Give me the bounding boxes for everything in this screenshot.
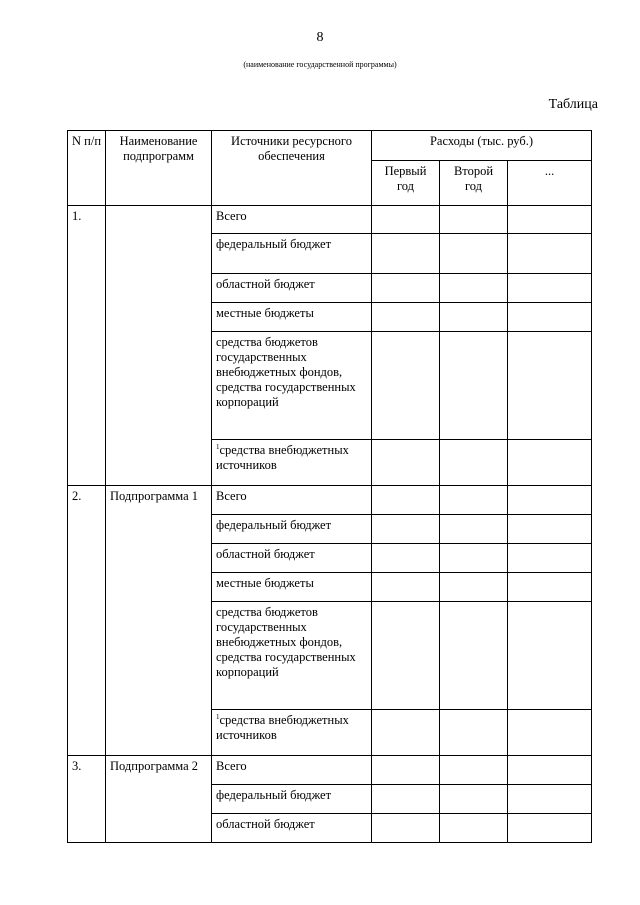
- resource-source-label: средства бюджетов государственных внебюджетных фондов, средства государственных корпораций: [216, 335, 356, 409]
- resource-source-label: федеральный бюджет: [216, 237, 332, 251]
- expense-year-second: [440, 303, 508, 332]
- expense-year-more: [508, 544, 592, 573]
- resource-source-label: федеральный бюджет: [216, 518, 332, 532]
- header-num: N п/п: [68, 131, 106, 206]
- header-subprogram-name: Наименование подпрограмм: [106, 131, 212, 206]
- expense-year-more: [508, 710, 592, 756]
- expense-year-more: [508, 274, 592, 303]
- header-resource-source: Источники ресурсного обеспечения: [212, 131, 372, 206]
- resource-source-cell: [212, 515, 372, 544]
- resource-source-label: областной бюджет: [216, 817, 315, 831]
- expense-year-second: [440, 785, 508, 814]
- expense-year-more: [508, 814, 592, 843]
- expense-year-second: [440, 814, 508, 843]
- resource-source-cell: [212, 486, 372, 515]
- resource-source-cell: [212, 332, 372, 440]
- resource-source-label: Всего: [216, 209, 247, 223]
- expense-year-first: [372, 274, 440, 303]
- resource-source-cell: [212, 440, 372, 486]
- resource-source-label: областной бюджет: [216, 547, 315, 561]
- row-number: 3.: [68, 756, 106, 843]
- expense-year-more: [508, 440, 592, 486]
- expense-year-second: [440, 234, 508, 274]
- header-year-second: Второй год: [440, 161, 508, 206]
- program-name-caption: (наименование государственной программы): [243, 60, 397, 69]
- resource-source-label: Всего: [216, 489, 247, 503]
- table-row: [68, 486, 592, 515]
- resource-source-cell: [212, 710, 372, 756]
- expense-year-first: [372, 515, 440, 544]
- resource-source-cell: [212, 756, 372, 785]
- resource-source-label: областной бюджет: [216, 277, 315, 291]
- footnote-mark: 1: [216, 442, 220, 451]
- resource-source-label: местные бюджеты: [216, 306, 314, 320]
- resource-source-cell: [212, 303, 372, 332]
- expense-year-first: [372, 234, 440, 274]
- expense-year-first: [372, 573, 440, 602]
- expense-year-more: [508, 206, 592, 234]
- expense-year-second: [440, 573, 508, 602]
- expense-year-more: [508, 785, 592, 814]
- subprogram-name: [106, 206, 212, 486]
- header-expenses: Расходы (тыс. руб.): [372, 131, 592, 161]
- expense-year-second: [440, 756, 508, 785]
- resource-source-cell: [212, 573, 372, 602]
- expense-year-first: [372, 440, 440, 486]
- resource-source-label: местные бюджеты: [216, 576, 314, 590]
- resource-source-label: средства внебюджетных источников: [216, 443, 349, 472]
- expense-year-second: [440, 206, 508, 234]
- resource-source-cell: [212, 234, 372, 274]
- expense-year-first: [372, 756, 440, 785]
- resource-source-cell: [212, 274, 372, 303]
- resource-source-cell: [212, 814, 372, 843]
- expense-year-second: [440, 486, 508, 515]
- expense-year-second: [440, 274, 508, 303]
- resource-source-cell: [212, 206, 372, 234]
- header-year-more: ...: [508, 161, 592, 206]
- expense-year-second: [440, 440, 508, 486]
- resource-source-cell: [212, 785, 372, 814]
- expense-year-second: [440, 332, 508, 440]
- expense-year-more: [508, 573, 592, 602]
- expense-year-first: [372, 602, 440, 710]
- expense-year-more: [508, 515, 592, 544]
- resource-source-label: Всего: [216, 759, 247, 773]
- resource-source-label: федеральный бюджет: [216, 788, 332, 802]
- table-caption: Таблица: [548, 97, 598, 112]
- expense-year-first: [372, 814, 440, 843]
- expense-year-second: [440, 602, 508, 710]
- expense-year-first: [372, 206, 440, 234]
- expense-year-second: [440, 544, 508, 573]
- resource-source-cell: [212, 544, 372, 573]
- expense-year-first: [372, 544, 440, 573]
- resource-source-label: средства внебюджетных источников: [216, 713, 349, 742]
- subprogram-name: Подпрограмма 1: [106, 486, 212, 756]
- header-year-first: Первый год: [372, 161, 440, 206]
- row-number: 1.: [68, 206, 106, 486]
- table-row: [68, 206, 592, 234]
- expense-year-second: [440, 710, 508, 756]
- expense-year-first: [372, 332, 440, 440]
- expense-year-more: [508, 234, 592, 274]
- expense-year-first: [372, 785, 440, 814]
- subprogram-name: Подпрограмма 2: [106, 756, 212, 843]
- table-body: [68, 206, 592, 843]
- expense-year-first: [372, 486, 440, 515]
- resource-source-label: средства бюджетов государственных внебюджетных фондов, средства государственных корпораций: [216, 605, 356, 679]
- expense-year-more: [508, 602, 592, 710]
- expense-year-more: [508, 332, 592, 440]
- expense-year-second: [440, 515, 508, 544]
- table-row: [68, 756, 592, 785]
- resource-source-cell: [212, 602, 372, 710]
- row-number: 2.: [68, 486, 106, 756]
- page-number: 8: [316, 30, 324, 45]
- expense-year-more: [508, 756, 592, 785]
- footnote-mark: 1: [216, 712, 220, 721]
- expense-year-first: [372, 710, 440, 756]
- resource-table: [67, 130, 592, 843]
- expense-year-first: [372, 303, 440, 332]
- expense-year-more: [508, 303, 592, 332]
- expense-year-more: [508, 486, 592, 515]
